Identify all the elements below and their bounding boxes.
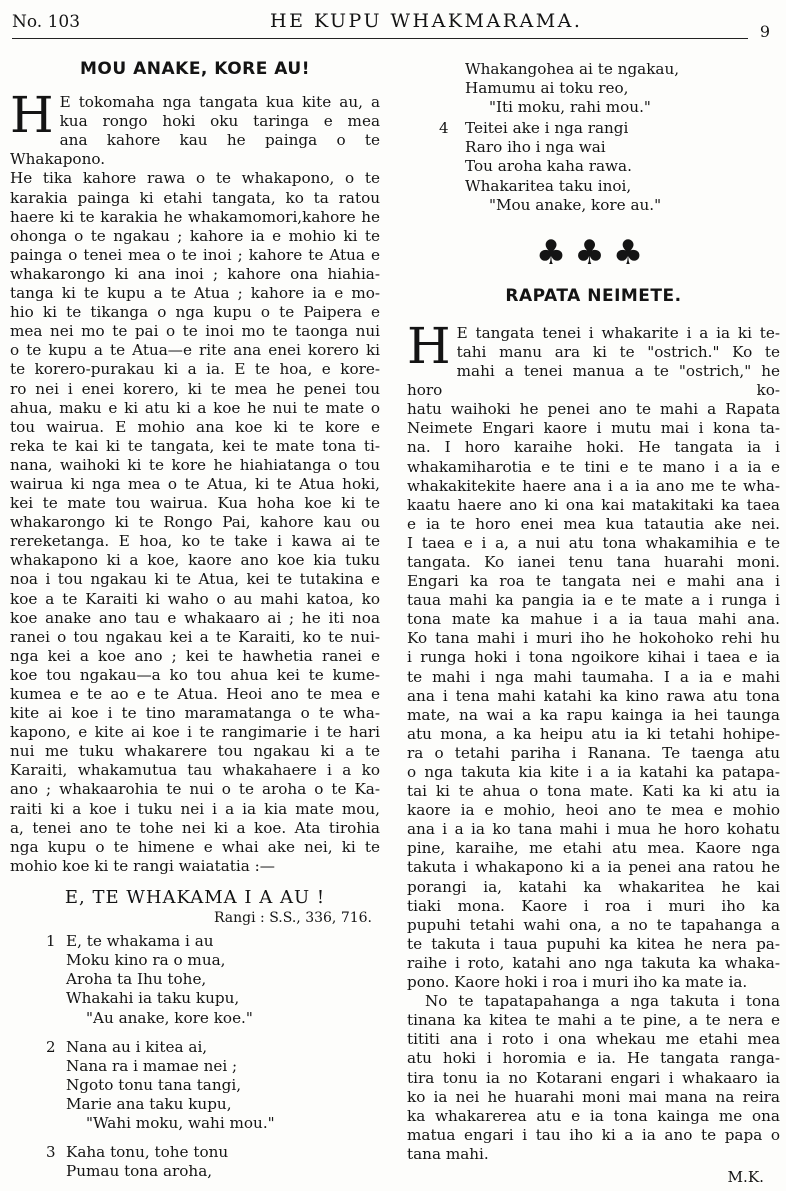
text-line: kei te mate tou wairua. Kua hoha koe ki te (10, 494, 380, 513)
verse-number: 4 (439, 119, 449, 138)
verse-line: Pumau tona aroha, (66, 1162, 213, 1181)
page-number: 9 (759, 22, 770, 41)
text-line: te korero-purakau ki a ia. E te hoa, e kore- (10, 360, 380, 379)
text-line: kapono, e kite ai koe i te rangimarie i te hari (10, 723, 380, 742)
text-line: rereketanga. E hoa, ko te take i kawa ai te (10, 532, 380, 551)
text-line: te mahi i nga mahi taumaha. I a ia e mahi (407, 667, 780, 686)
text-line: tiaki mona. Kaore i roa i muri iho ka (407, 896, 780, 915)
verse-number: 3 (46, 1143, 56, 1162)
verse-line: "Au anake, kore koe." (86, 1008, 253, 1027)
text-line: ano ; whakaarohia te nui o te aroha o te Ka- (10, 780, 380, 799)
paragraph (407, 992, 780, 1164)
text-line: nui me tuku whakarere tou ngakau ki a te (10, 742, 380, 761)
text-line: Karaiti, whakamutua tau whakahaere i a ko (10, 761, 380, 780)
hymn-verse-3-continued (407, 60, 780, 117)
text-line: tona mate ka mahue i a ia taua mahi ana. (407, 610, 780, 629)
text-line: kaatu haere ano ki ona kai matakitaki ka taea (407, 495, 780, 514)
text-line: whakapono ki a koe, kaore ano koe kia tuku (10, 551, 380, 570)
text-line: e ia te horo enei mea kua tatautia ake nei. (407, 514, 780, 533)
text-line: nana, waihoki ki te kore he hiahiatanga o tou (10, 455, 380, 474)
text-line: Ko tana mahi i muri iho he hokohoko rehi hu (407, 629, 780, 648)
text-line: whakarongo ki ana inoi ; kahore ona hiahia- (10, 264, 380, 283)
article-body-mou-anake (10, 86, 380, 876)
text-line: a, tenei ano te tohe nei ki a koe. Ata tirohia (10, 818, 380, 837)
text-line: hatu waihoki he penei ano te mahi a Rapata (407, 400, 780, 419)
verse-line: Nana au i kitea ai, (66, 1037, 208, 1056)
text-line: tou wairua. E mohio ana koe ki te kore e (10, 417, 380, 436)
text-line: tahi manu ara ki te "ostrich." Ko te (456, 342, 780, 361)
article-title-mou-anake: MOU ANAKE, KORE AU! (80, 59, 310, 79)
text-line: kaore ia e mohio, heoi ano te mea e mohio (407, 801, 780, 820)
text-line: mohio koe ki te rangi waiatatia :— (10, 856, 275, 875)
verse-line: Whakahi ia taku kupu, (66, 989, 240, 1008)
text-line: pupuhi tetahi wahi ona, a no te tapahanga a (407, 915, 780, 934)
text-line: tanga ki te kupu a te Atua ; kahore ia e mo- (10, 284, 380, 303)
text-line: taua mahi ka pangia ia e te mate a i runga i (407, 591, 780, 610)
hymn-verses (10, 932, 380, 1181)
text-line: koe tou ngakau—a ko tou ahua kei te kume- (10, 665, 380, 684)
text-line: porangi ia, katahi ka whakaritea he kai (407, 877, 780, 896)
drop-cap: H (407, 316, 451, 375)
text-line: raiti ki a koe i tuku nei i a ia kia mate mou, (10, 799, 380, 818)
text-line: No te tapatapahanga a nga takuta i tona (425, 992, 780, 1011)
text-line: ohonga o te ngakau ; kahore ia e mohio ki te (10, 226, 380, 245)
verse-line: Aroha ta Ihu tohe, (66, 970, 207, 989)
signature: M.K. (727, 1167, 764, 1186)
text-line: nga kei a koe ano ; kei te hawhetia ranei e (10, 646, 380, 665)
text-line: tai ki te ahua o tona mate. Kati ka ki atu ia (407, 782, 780, 801)
verse-line: Ngoto tonu tana tangi, (66, 1075, 242, 1094)
text-line: tana mahi. (407, 1144, 489, 1163)
text-line: pine, karaihe, me etahi atu mea. Kaore nga (407, 839, 780, 858)
hymn-verse-4 (407, 119, 780, 214)
text-line: haere ki te karakia he whakamomori,kahore he (10, 207, 380, 226)
paragraph (10, 86, 380, 876)
text-line: tinana ka kitea te mahi a te pine, a te nera e (407, 1011, 780, 1030)
verse-line: Marie ana taku kupu, (66, 1094, 232, 1113)
text-line: ranei o tou ngakau kei a te Karaiti, ko te nui- (10, 627, 380, 646)
verse-line: Raro iho i nga wai (465, 138, 606, 157)
verse-line: Whakaritea taku inoi, (465, 176, 632, 195)
text-line: mate, na wai a ka rapu kainga ia hei taunga (407, 705, 780, 724)
clubs-ornament: ♣♣♣ (535, 232, 652, 273)
text-line: pono. Kaore hoki i roa i muri iho ka mate ia. (407, 973, 748, 992)
text-line: atu hoki i horomia e ia. He tangata ranga- (407, 1049, 780, 1068)
text-line: E tangata tenei i whakarite i a ia ki te- (456, 323, 780, 342)
hymn-verse (10, 1038, 380, 1133)
text-line: takuta i whakapono ki a ia penei ana ratou he (407, 858, 780, 877)
text-line: I taea e i a, a nui atu tona whakamihia e te (407, 533, 780, 552)
text-line: Engari ka roa te tangata nei e mahi ana i (407, 572, 780, 591)
text-line: te takuta i taua pupuhi ka kitea he nera pa- (407, 934, 780, 953)
article-body-rapata (407, 316, 780, 1164)
text-line: kua rongo hoki oku taringa e mea (59, 112, 380, 131)
verse-line: "Iti moku, rahi mou." (489, 98, 651, 117)
hymn-title: E, TE WHAKAMA I A AU ! (64, 886, 326, 908)
text-line: ko ia nei he huarahi moni mai mana na reira (407, 1087, 780, 1106)
hymn-tune: Rangi : S.S., 336, 716. (213, 910, 372, 927)
text-line: ana i tena mahi katahi ka kino rawa atu tona (407, 686, 780, 705)
text-line: ra o tetahi pariha i Ranana. Te taenga atu (407, 743, 780, 762)
verse-line: Hamumu ai toku reo, (465, 79, 629, 98)
text-line: E tokomaha nga tangata kua kite au, a (59, 93, 380, 112)
hymn-verse (10, 1143, 380, 1181)
text-line: He tika kahore rawa o te whakapono, o te (10, 169, 380, 188)
text-line: painga o tenei mea o te inoi ; kahore te Atua e (10, 245, 380, 264)
verse-line: Teitei ake i nga rangi (465, 119, 629, 138)
right-column (407, 60, 780, 1187)
drop-cap: H (10, 86, 54, 145)
verse-number: 2 (46, 1037, 56, 1056)
verse-line: Tou aroha kaha rawa. (465, 157, 632, 176)
text-line: ana i a ia ko tana mahi i mua he horo kohatu (407, 820, 780, 839)
verse-line: "Mou anake, kore au." (489, 195, 662, 214)
text-line: koe a te Karaiti ki waho o au mahi katoa, ko (10, 589, 380, 608)
verse-line: Whakangohea ai te ngakau, (465, 60, 680, 78)
article-title-rapata: RAPATA NEIMETE. (505, 285, 682, 306)
text-line: whakarongo ki te Rongo Pai, kahore kau ou (10, 513, 380, 532)
publication-title: HE KUPU WHAKMARAMA. (270, 10, 583, 32)
verse-line: Kaha tonu, tohe tonu (66, 1143, 229, 1162)
text-line: noa i tou ngakau ki te Atua, kei te tutakina e (10, 570, 380, 589)
text-line: kite ai koe i te tino maramatanga o te wha- (10, 704, 380, 723)
text-line: tangata. Ko ianei tenu tana huarahi moni. (407, 552, 780, 571)
text-line: koe anake ano tau e whakaaro ai ; he iti noa (10, 608, 380, 627)
text-line: ro nei i enei korero, ki te mea he penei tou (10, 379, 380, 398)
text-line: na. I horo karaihe hoki. He tangata ia i (407, 438, 780, 457)
text-line: atu mona, a ka heipu atu ia ki tetahi hohipe- (407, 724, 780, 743)
text-line: hio ki te tikanga o nga kupu o te Paipera e (10, 303, 380, 322)
text-line: ana kahore kau he painga o te Whakapono. (10, 131, 380, 169)
text-line: tira tonu ia no Kotarani engari i whakaaro ia (407, 1068, 780, 1087)
header-rule (12, 38, 748, 39)
text-line: karakia painga ki etahi tangata, ko ta ratou (10, 188, 380, 207)
page-header (12, 8, 772, 41)
text-line: matua engari i tau iho ki a ia ano te papa o (407, 1125, 780, 1144)
text-line: kumea e te ao e te Atua. Heoi ano te mea e (10, 685, 380, 703)
text-line: mea nei mo te pai o te inoi mo te taonga nui (10, 322, 380, 341)
text-line: o nga takuta kia kite i a ia katahi ka patapa- (407, 763, 780, 781)
text-line: raihe i roto, katahi ano nga takuta ka whaka- (407, 953, 780, 972)
text-line: wairua ki nga mea o te Atua, ki te Atua hoki, (10, 474, 380, 493)
text-line: tititi ana i roto i ona whekau me etahi mea (407, 1030, 780, 1049)
hymn-verse (10, 932, 380, 1027)
text-line: reka te kai ki te tangata, kei te mate tona ti- (10, 436, 380, 455)
text-line: ka whakarerea atu e ia tona kainga me ona (407, 1106, 780, 1125)
verse-line: Moku kino ra o mua, (66, 951, 226, 970)
verse-line: Nana ra i mamae nei ; (66, 1056, 238, 1075)
text-line: whakakitekite haere ana i a ia ano me te wha- (407, 476, 780, 495)
text-line: mahi a tenei manua a te "ostrich," he horo ko- (407, 362, 780, 400)
text-line: o te kupu a te Atua—e rite ana enei korero ki (10, 341, 380, 360)
issue-number: No. 103 (12, 12, 81, 32)
left-column (10, 60, 380, 1191)
verse-line: E, te whakama i au (66, 932, 214, 951)
text-line: whakamiharotia e te tini e te mano i a ia e (407, 457, 780, 476)
text-line: Neimete Engari kaore i mutu mai i kona ta- (407, 419, 780, 438)
verse-number: 1 (46, 932, 56, 951)
verse-line: "Wahi moku, wahi mou." (86, 1113, 275, 1132)
text-line: ahua, maku e ki atu ki a koe he nui te mate o (10, 398, 380, 417)
text-line: nga kupu o te himene e whai ake nei, ki te (10, 837, 380, 856)
paragraph (407, 316, 780, 992)
text-line: i runga hoki i tona ngoikore kihai i taea e ia (407, 648, 780, 667)
